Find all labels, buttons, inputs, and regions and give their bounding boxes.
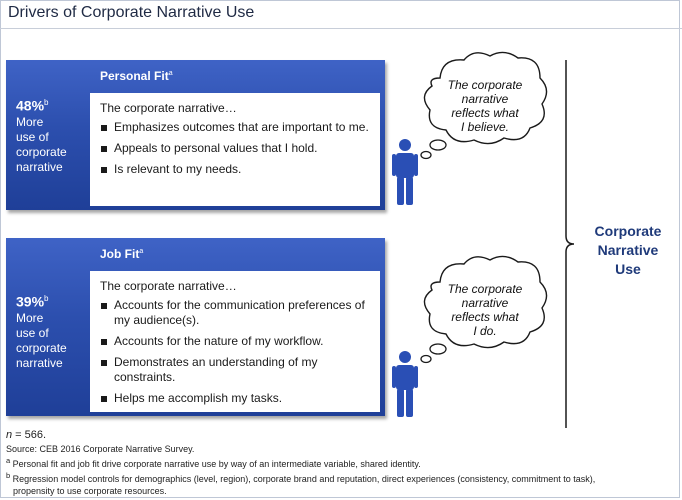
result-line: Corporate: [594, 223, 662, 239]
person-icon: [392, 350, 418, 423]
bullet-list: [100, 298, 370, 406]
thought-line: I do.: [473, 324, 497, 338]
thought-line: narrative: [461, 92, 509, 106]
footnotes: [6, 428, 676, 497]
curly-bracket-icon: [562, 60, 582, 433]
thought-line: The corporate: [447, 282, 523, 296]
stat-percent: [16, 290, 91, 311]
stat-block: [16, 290, 91, 371]
footnote-marker: a: [139, 248, 144, 255]
list-item: Is relevant to my needs.: [100, 162, 370, 177]
stat-block: [16, 94, 91, 175]
list-item: Emphasizes outcomes that are important to me.: [100, 120, 370, 135]
list-lead: The corporate narrative…: [100, 279, 237, 293]
footnote-b: [6, 470, 676, 485]
stat-caption-line: corporate: [16, 144, 67, 159]
job-fit-panel: [6, 238, 385, 416]
stat-caption-line: More: [16, 310, 44, 325]
stat-caption-line: corporate: [16, 340, 67, 355]
footnote-text: Regression model controls for demographics (level, region), corporate brand and reputation, direct experiences (consistency, commitment to task),: [10, 474, 596, 484]
sample-size: [6, 428, 676, 442]
bullet-list: [100, 120, 370, 177]
sample-size-value: = 566.: [12, 429, 47, 441]
footnote-marker: b: [44, 98, 49, 107]
thought-cloud-icon: [418, 48, 552, 160]
stat-percent-value: 48%: [16, 97, 45, 114]
personal-fit-panel: [6, 60, 385, 210]
source-note: Source: CEB 2016 Corporate Narrative Survey.: [6, 444, 195, 454]
thought-line: The corporate: [447, 78, 523, 92]
thought-line: reflects what: [451, 310, 519, 324]
thought-text: [418, 78, 552, 134]
footnote-marker: b: [44, 294, 49, 303]
person-icon: [392, 138, 418, 211]
stat-caption-line: More: [16, 114, 44, 129]
stat-caption-line: use of: [16, 325, 49, 340]
thought-cloud-icon: [418, 252, 552, 364]
stat-caption-line: narrative: [16, 355, 63, 370]
footnote-marker: a: [6, 456, 11, 465]
list-item: Accounts for the nature of my workflow.: [100, 334, 370, 349]
list-item: Helps me accomplish my tasks.: [100, 391, 370, 406]
footnote-text: Personal fit and job fit drive corporate narrative use by way of an intermediate variable, shared identity.: [10, 459, 421, 469]
stat-percent-value: 39%: [16, 293, 45, 310]
result-label: [585, 222, 671, 279]
thought-line: narrative: [461, 296, 509, 310]
list-item: Demonstrates an understanding of my constraints.: [100, 355, 370, 385]
footnote-a: [6, 455, 676, 470]
thought-text: [418, 282, 552, 338]
list-item: Accounts for the communication preferences of my audience(s).: [100, 298, 370, 328]
stat-percent: [16, 94, 91, 115]
panel-heading: [100, 69, 173, 83]
footnote-marker: b: [6, 471, 11, 480]
title-divider: [0, 28, 682, 29]
stat-caption-line: use of: [16, 129, 49, 144]
thought-line: reflects what: [451, 106, 519, 120]
panel-content-box: [90, 271, 380, 412]
stat-caption-line: narrative: [16, 159, 63, 174]
panel-heading-text: Personal Fit: [100, 69, 169, 83]
panel-content-box: [90, 93, 380, 206]
page-title: Drivers of Corporate Narrative Use: [8, 4, 255, 21]
panel-heading: [100, 247, 143, 261]
list-item: Appeals to personal values that I hold.: [100, 141, 370, 156]
footnote-marker: a: [168, 70, 173, 77]
footnote-b-continued: propensity to use corporate resources.: [13, 486, 167, 496]
list-lead: The corporate narrative…: [100, 101, 237, 115]
panel-heading-text: Job Fit: [100, 247, 140, 261]
sample-size-label: n: [6, 429, 13, 441]
result-line: Narrative: [597, 242, 659, 258]
result-line: Use: [615, 261, 641, 277]
thought-line: I believe.: [460, 120, 510, 134]
